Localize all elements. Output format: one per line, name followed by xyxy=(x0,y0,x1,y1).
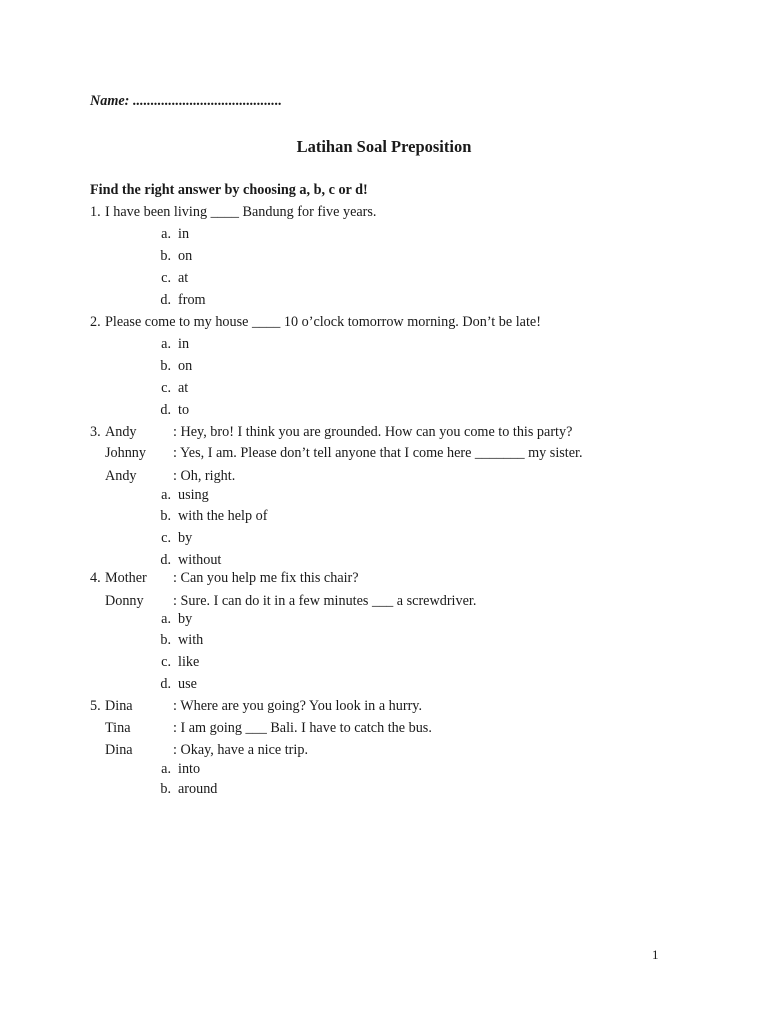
question-number: 3. xyxy=(90,424,101,440)
instruction-text: Find the right answer by choosing a, b, c or d! xyxy=(90,182,368,198)
option-text: to xyxy=(178,402,190,418)
name-dots: .......................................... xyxy=(132,93,282,109)
option-letter: b. xyxy=(160,508,171,524)
dialogue-line: : Can you help me fix this chair? xyxy=(173,570,359,586)
option-letter: c. xyxy=(161,654,171,670)
name-field xyxy=(90,92,282,110)
option-text: around xyxy=(178,781,218,797)
option-letter: d. xyxy=(160,402,171,418)
dialogue-line: : Where are you going? You look in a hurry. xyxy=(173,698,423,714)
option-text: like xyxy=(178,654,200,670)
option-letter: a. xyxy=(161,336,171,352)
question-number: 2. xyxy=(90,314,101,330)
dialogue-line: : Yes, I am. Please don’t tell anyone that I come here _______ my sister. xyxy=(173,445,583,461)
option-letter: c. xyxy=(161,530,171,546)
dialogue-speaker: Dina xyxy=(105,742,133,758)
dialogue-line: : I am going ___ Bali. I have to catch the bus. xyxy=(173,720,432,736)
option-letter: d. xyxy=(160,552,171,568)
page-number: 1 xyxy=(652,947,659,962)
dialogue-speaker: Johnny xyxy=(105,445,146,461)
option-text: into xyxy=(178,761,201,777)
option-letter: b. xyxy=(160,632,171,648)
question-text: Please come to my house ____ 10 o’clock tomorrow morning. Don’t be late! xyxy=(105,314,541,330)
option-text: on xyxy=(178,248,193,264)
dialogue-speaker: Mother xyxy=(105,570,147,586)
option-text: at xyxy=(178,380,189,396)
option-letter: d. xyxy=(160,676,171,692)
page-title: Latihan Soal Preposition xyxy=(296,137,472,156)
option-letter: d. xyxy=(160,292,171,308)
option-text: in xyxy=(178,336,190,352)
dialogue-speaker: Donny xyxy=(105,593,144,609)
option-text: at xyxy=(178,270,189,286)
option-letter: b. xyxy=(160,248,171,264)
option-text: by xyxy=(178,611,193,627)
dialogue-speaker: Andy xyxy=(105,424,137,440)
dialogue-line: : Hey, bro! I think you are grounded. How can you come to this party? xyxy=(173,424,573,440)
question-number: 4. xyxy=(90,570,101,586)
question-number: 5. xyxy=(90,698,101,714)
option-letter: a. xyxy=(161,487,171,503)
option-letter: c. xyxy=(161,270,171,286)
dialogue-line: : Oh, right. xyxy=(173,468,236,484)
option-letter: b. xyxy=(160,358,171,374)
dialogue-speaker: Tina xyxy=(105,720,131,736)
option-text: use xyxy=(178,676,197,692)
option-text: using xyxy=(178,487,209,503)
option-text: by xyxy=(178,530,193,546)
option-text: with the help of xyxy=(178,508,268,524)
question-text: I have been living ____ Bandung for five years. xyxy=(105,204,377,220)
option-letter: a. xyxy=(161,761,171,777)
option-text: without xyxy=(178,552,222,568)
option-text: in xyxy=(178,226,190,242)
dialogue-speaker: Dina xyxy=(105,698,133,714)
option-letter: b. xyxy=(160,781,171,797)
name-label: Name: xyxy=(90,93,130,109)
dialogue-speaker: Andy xyxy=(105,468,137,484)
option-letter: a. xyxy=(161,611,171,627)
option-text: with xyxy=(178,632,204,648)
option-text: from xyxy=(178,292,206,308)
option-letter: a. xyxy=(161,226,171,242)
option-letter: c. xyxy=(161,380,171,396)
question-number: 1. xyxy=(90,204,101,220)
dialogue-line: : Sure. I can do it in a few minutes ___ a screwdriver. xyxy=(173,593,477,609)
option-text: on xyxy=(178,358,193,374)
dialogue-line: : Okay, have a nice trip. xyxy=(173,742,308,758)
